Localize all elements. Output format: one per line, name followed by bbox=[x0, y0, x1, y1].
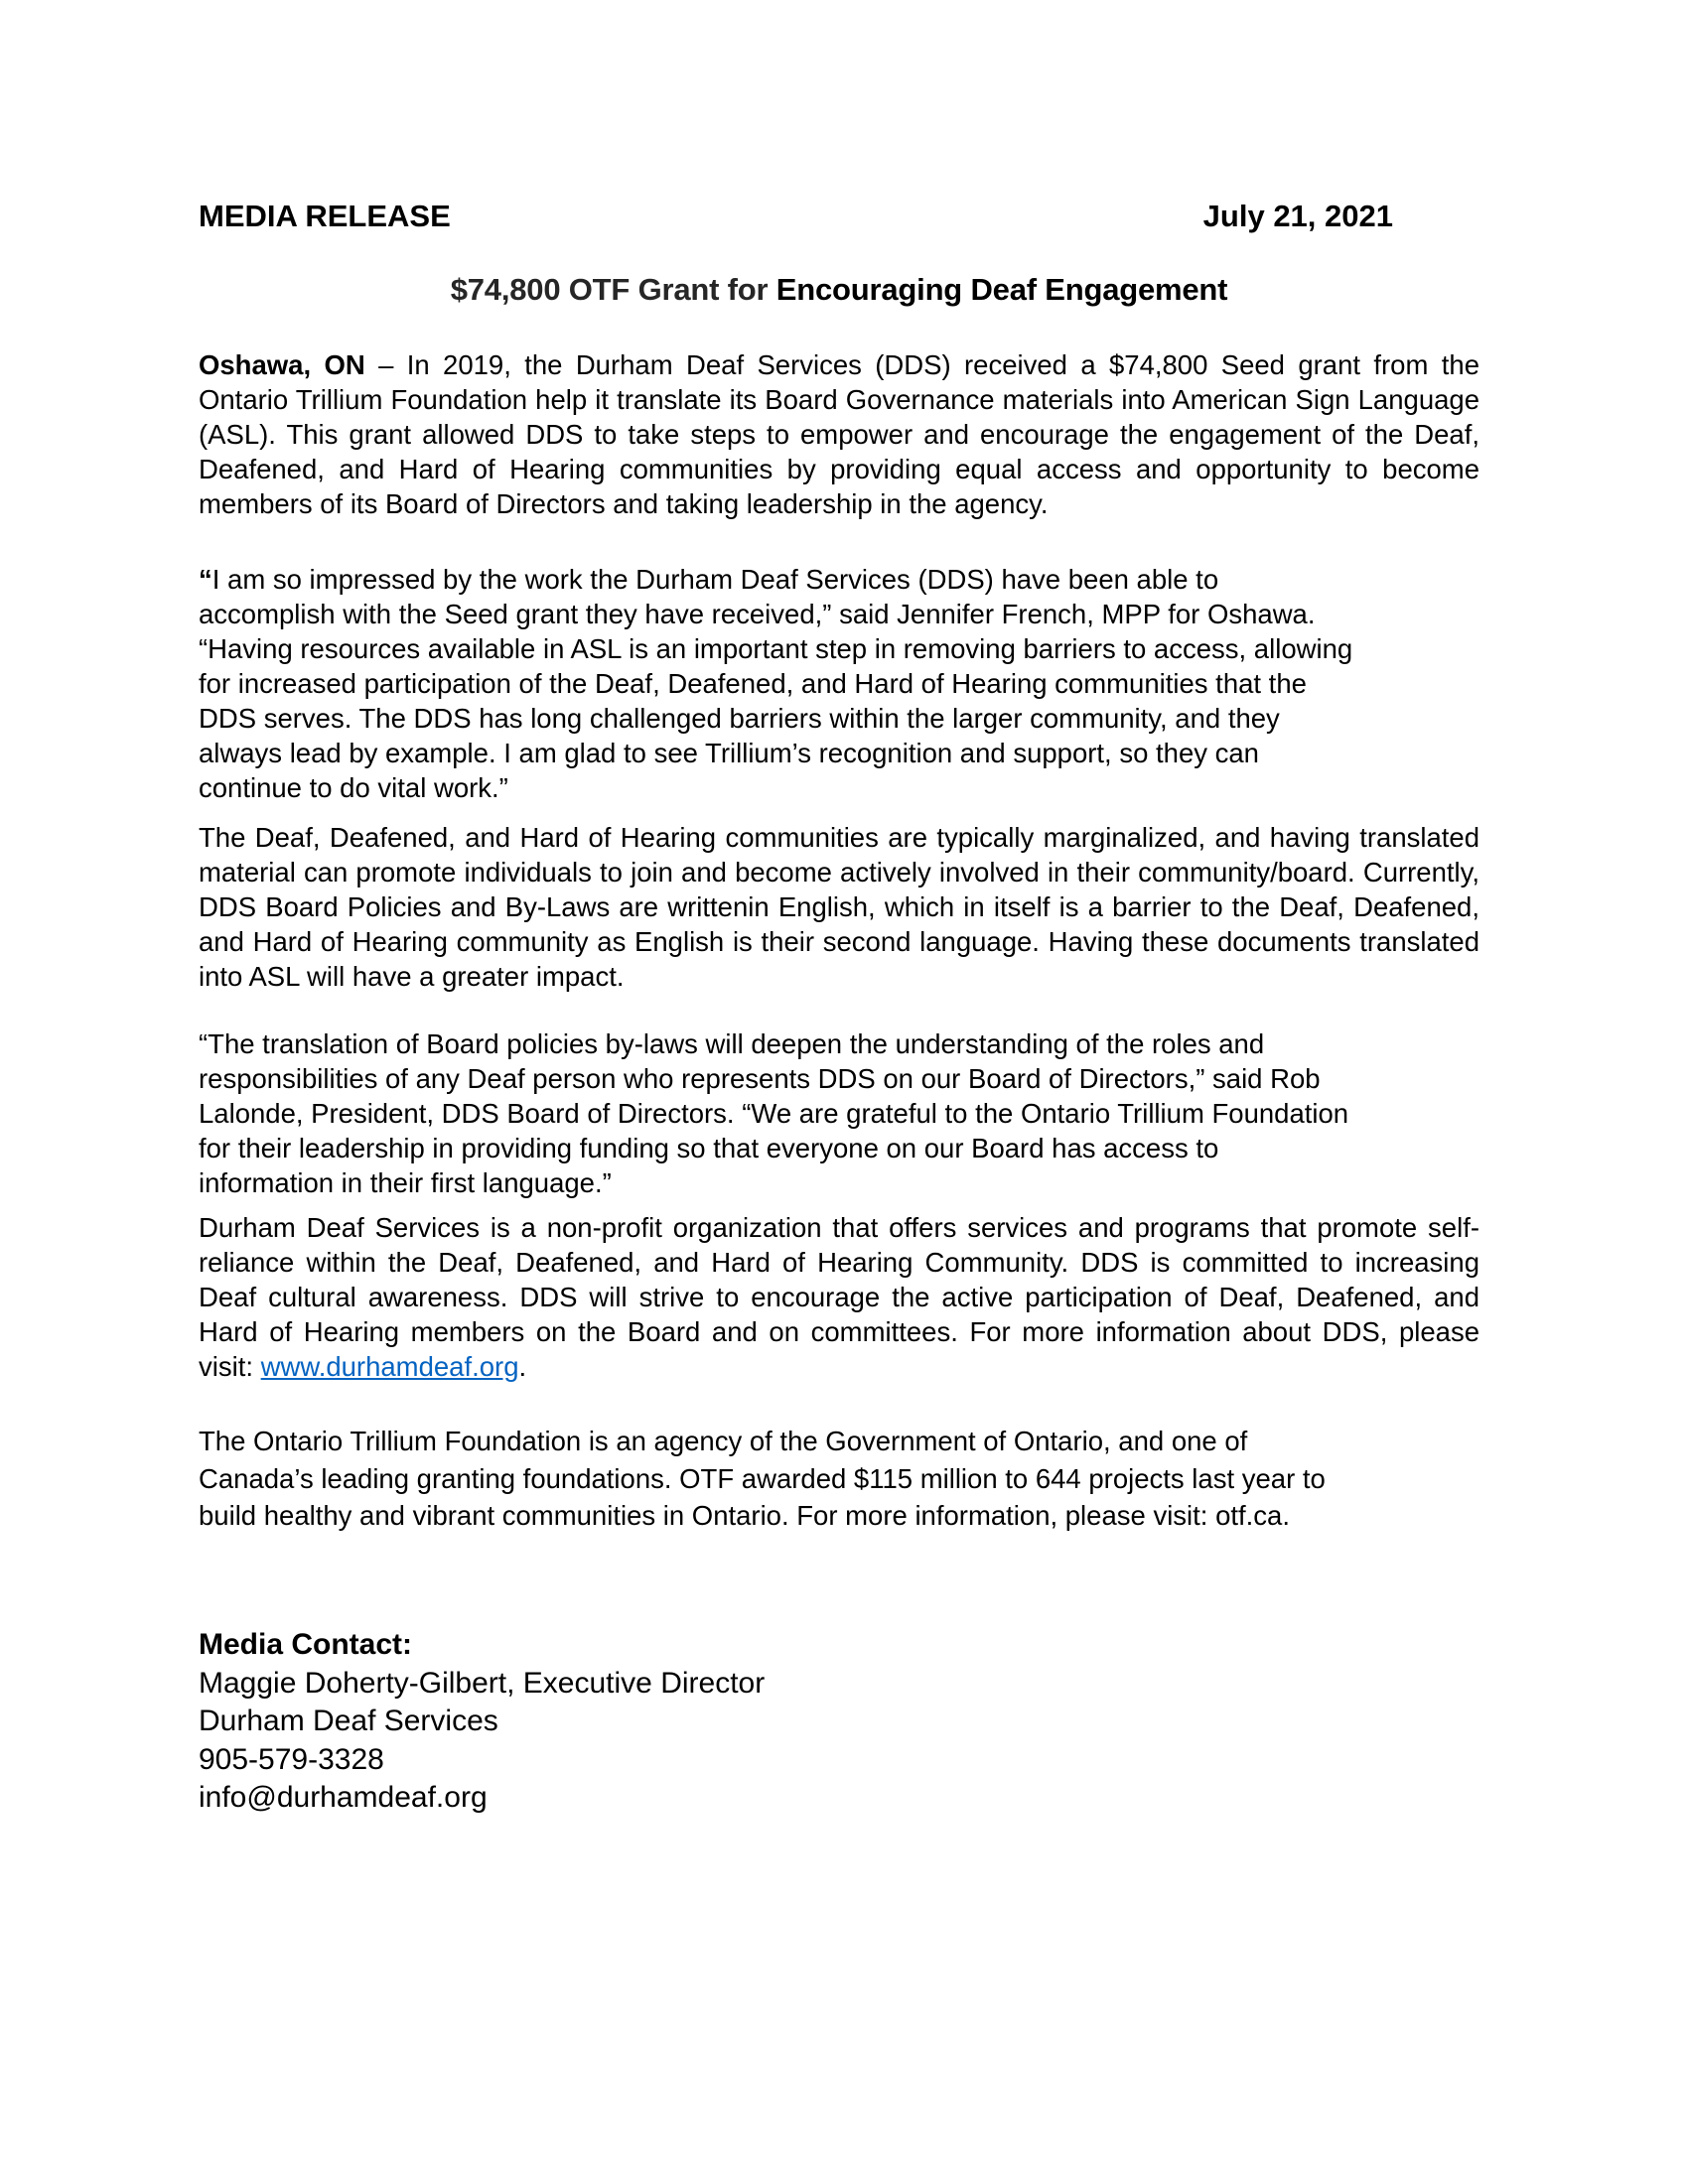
community-paragraph: The Deaf, Deafened, and Hard of Hearing communities are typically marginalized, and having translated material can promote individuals to join and become actively involved in their community/board. Currently, DDS Board Policies and By-Laws are writtenin English, which in itself is a barrier to the Deaf, Deafened, and Hard of Hearing community as English is their second language. Having these documents translated into ASL will have a greater impact. bbox=[199, 822, 1479, 992]
mpp-quote-paragraph bbox=[199, 562, 1479, 805]
durhamdeaf-website-link[interactable]: www.durhamdeaf.org bbox=[260, 1351, 519, 1382]
quote-line: for increased participation of the Deaf, Deafened, and Hard of Hearing communities that the bbox=[199, 668, 1307, 699]
quote-line: continue to do vital work.” bbox=[199, 772, 508, 803]
contact-name: Maggie Doherty-Gilbert, Executive Director bbox=[199, 1666, 766, 1700]
quote-line: I am so impressed by the work the Durham Deaf Services (DDS) have been able to bbox=[211, 564, 1219, 595]
title-main: Encouraging Deaf Engagement bbox=[775, 272, 1228, 307]
quote-line: Lalonde, President, DDS Board of Directors. “We are grateful to the Ontario Trillium Foundation bbox=[199, 1098, 1349, 1129]
about-otf-paragraph bbox=[199, 1423, 1479, 1535]
release-header bbox=[199, 197, 1393, 236]
otf-line: build healthy and vibrant communities in Ontario. For more information, please visit: otf.ca. bbox=[199, 1500, 1290, 1531]
otf-line: Canada’s leading granting foundations. OTF awarded $115 million to 644 projects last year to bbox=[199, 1462, 1326, 1494]
contact-phone: 905-579-3328 bbox=[199, 1742, 384, 1776]
quote-line: information in their first language.” bbox=[199, 1167, 612, 1198]
open-quote: “ bbox=[199, 564, 212, 595]
about-dds-paragraph bbox=[199, 1210, 1479, 1384]
dateline: Oshawa, ON bbox=[199, 349, 365, 380]
quote-line: “The translation of Board policies by-laws will deepen the understanding of the roles and bbox=[199, 1028, 1265, 1059]
release-title bbox=[199, 270, 1479, 310]
quote-line: DDS serves. The DDS has long challenged barriers within the larger community, and they bbox=[199, 703, 1280, 734]
quote-line: always lead by example. I am glad to see Trillium’s recognition and support, so they can bbox=[199, 738, 1259, 768]
quote-line: accomplish with the Seed grant they have received,” said Jennifer French, MPP for Oshawa. bbox=[199, 599, 1316, 629]
media-contact-block bbox=[199, 1626, 765, 1818]
media-contact-heading: Media Contact: bbox=[199, 1628, 413, 1661]
quote-line: for their leadership in providing funding so that everyone on our Board has access to bbox=[199, 1133, 1219, 1163]
quote-line: responsibilities of any Deaf person who represents DDS on our Board of Directors,” said Rob bbox=[199, 1063, 1321, 1094]
quote-line: “Having resources available in ASL is an important step in removing barriers to access, allowing bbox=[199, 633, 1353, 664]
president-quote-paragraph bbox=[199, 1026, 1479, 1200]
about-dds-text: Durham Deaf Services is a non-profit organization that offers services and programs that promote self-reliance within the Deaf, Deafened, and Hard of Hearing Community. DDS is committed to increasing Deaf cultural awareness. DDS will strive to encourage the active participation of Deaf, Deafened, and Hard of Hearing members on the Board and on committees. For more information about DDS, please visit: bbox=[199, 1212, 1479, 1382]
contact-email: info@durhamdeaf.org bbox=[199, 1781, 488, 1814]
intro-paragraph bbox=[199, 347, 1479, 521]
media-release-label: MEDIA RELEASE bbox=[199, 199, 451, 233]
contact-organization: Durham Deaf Services bbox=[199, 1705, 498, 1737]
otf-line: The Ontario Trillium Foundation is an agency of the Government of Ontario, and one of bbox=[199, 1426, 1248, 1456]
title-lead: $74,800 OTF Grant for bbox=[450, 272, 776, 307]
about-dds-trailing: . bbox=[518, 1351, 527, 1382]
intro-text: – In 2019, the Durham Deaf Services (DDS) received a $74,800 Seed grant from the Ontario Trillium Foundation help it translate its Board Governance materials into American Sign Language (ASL). This grant allowed DDS to take steps to empower and encourage the engagement of the Deaf, Deafened, and Hard of Hearing communities by providing equal access and opportunity to become members of its Board of Directors and taking leadership in the agency. bbox=[199, 349, 1479, 519]
release-date: July 21, 2021 bbox=[1202, 199, 1393, 233]
